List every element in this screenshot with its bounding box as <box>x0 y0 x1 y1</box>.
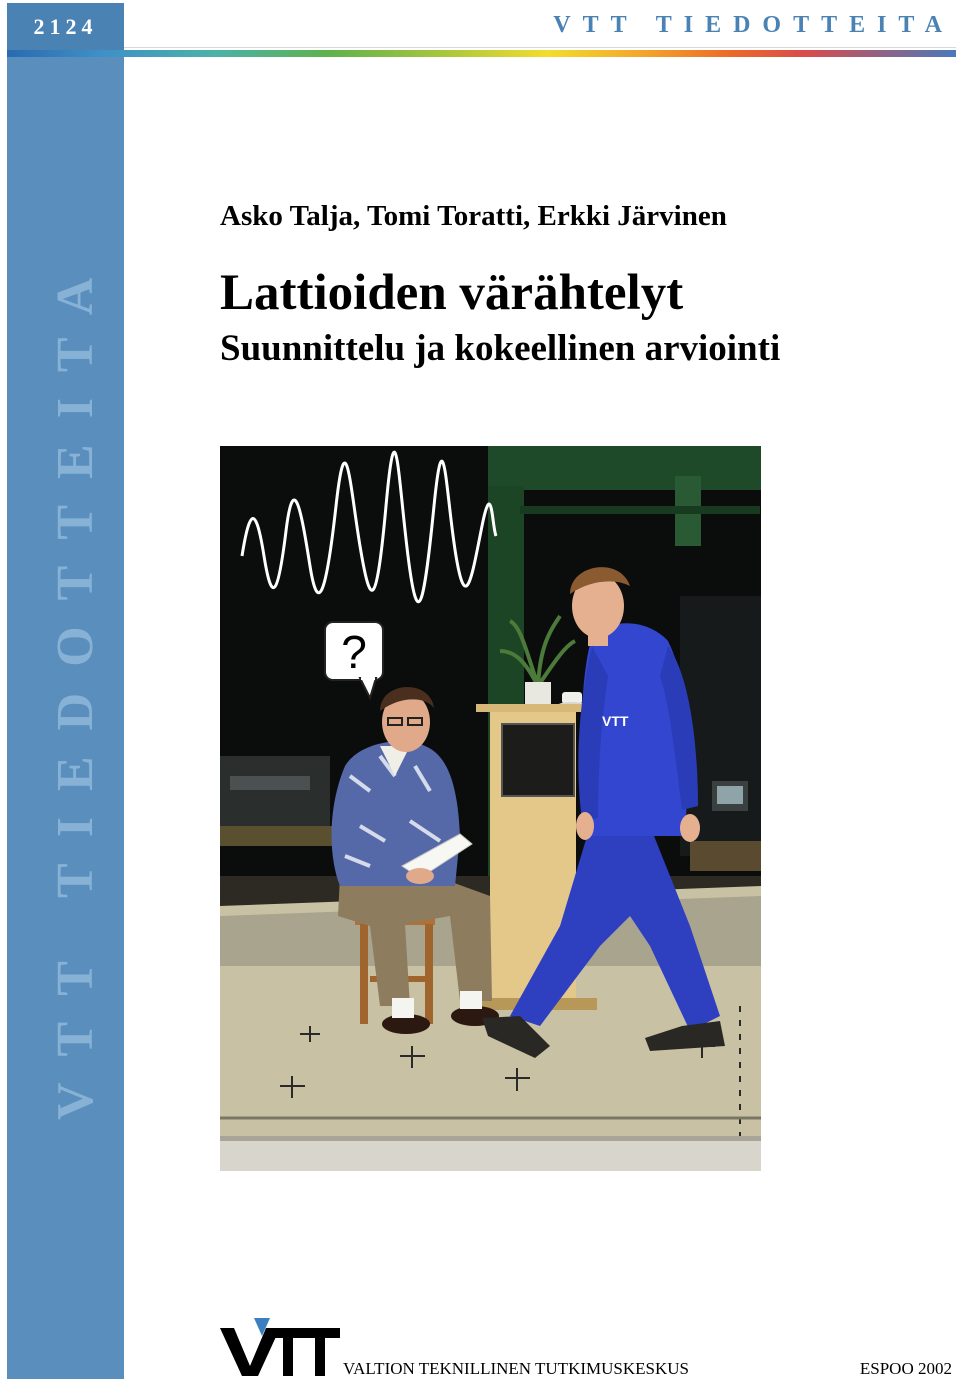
authors: Asko Talja, Tomi Toratti, Erkki Järvinen <box>220 200 727 232</box>
organization-name: VALTION TEKNILLINEN TUTKIMUSKESKUS <box>343 1359 689 1378</box>
svg-text:VTT: VTT <box>602 713 629 729</box>
document-subtitle: Suunnittelu ja kokeellinen arviointi <box>220 328 781 369</box>
document-title: Lattioiden värähtelyt <box>220 265 684 321</box>
svg-text:?: ? <box>341 626 367 678</box>
vtt-logo <box>220 1318 340 1383</box>
header-divider <box>124 47 956 48</box>
series-number: 2124 <box>7 3 124 51</box>
series-title: VTT TIEDOTTEITA <box>553 12 954 38</box>
place-year: ESPOO 2002 <box>859 1359 952 1378</box>
vertical-series-title: VTT TIEDOTTEITA <box>47 251 104 1120</box>
cover-photo <box>220 446 761 1171</box>
color-spectrum-stripe <box>7 50 956 57</box>
